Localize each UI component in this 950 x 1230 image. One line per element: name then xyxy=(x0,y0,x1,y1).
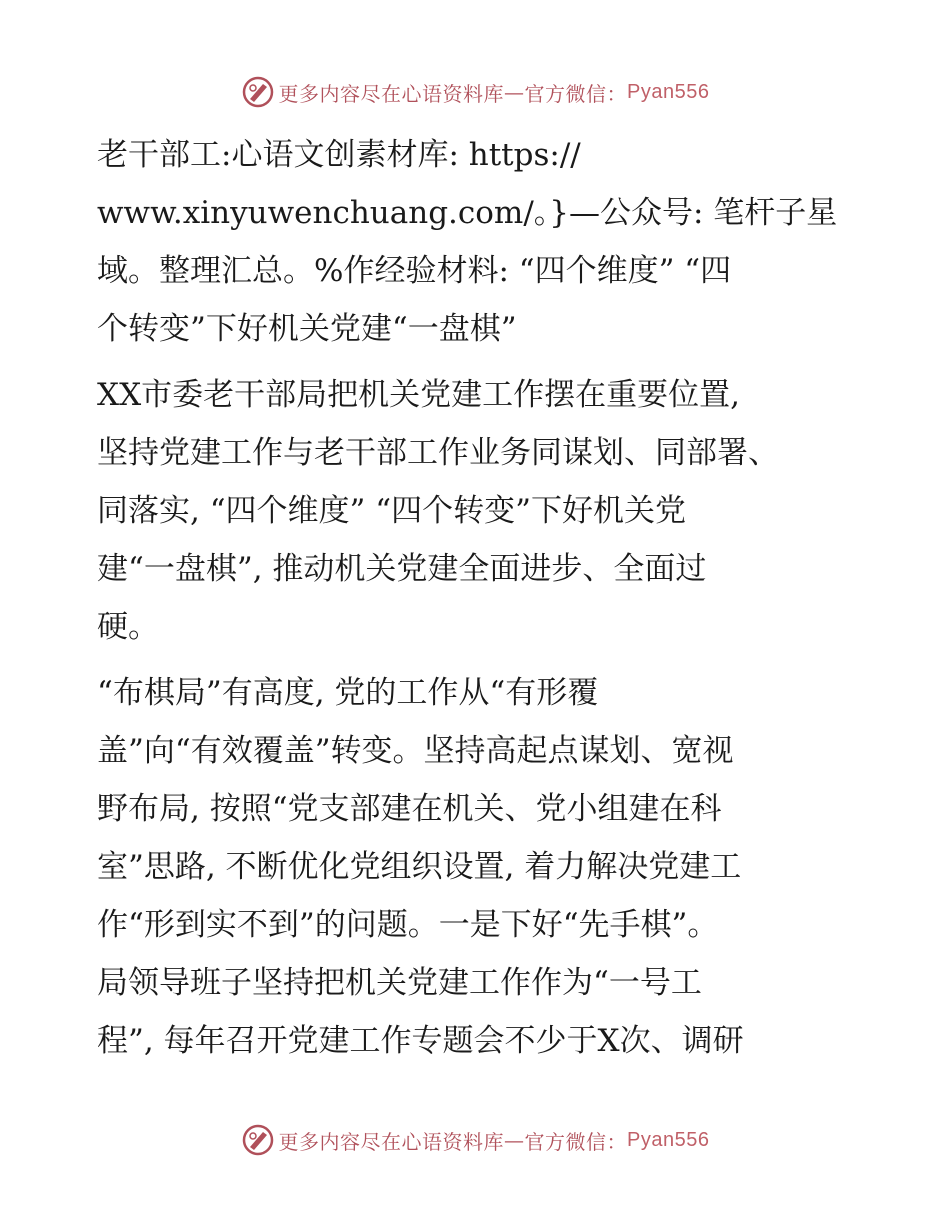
banner-text: 更多内容尽在心语资料库 xyxy=(278,81,505,106)
text-line: 局领导班子坚持把机关党建工作作为“一号工 xyxy=(97,965,702,1001)
banner-wechat-label: 官方微信： xyxy=(524,1129,628,1154)
header-watermark-banner xyxy=(0,72,950,112)
text-line: 域。整理汇总。%作经验材料: “四个维度” “四 xyxy=(97,253,732,289)
text-line: 同落实, “四个维度” “四个转变”下好机关党 xyxy=(97,493,686,529)
banner-wechat-id: Pyan556 xyxy=(627,1128,710,1151)
document-body xyxy=(97,126,857,1078)
banner-wechat-label: 官方微信： xyxy=(524,81,628,106)
brand-logo-icon xyxy=(241,75,275,109)
paragraph-1 xyxy=(97,126,857,358)
text-line: 老干部工:心语文创素材库: https:// xyxy=(97,137,581,173)
text-line: 盖”向“有效覆盖”转变。坚持高起点谋划、宽视 xyxy=(97,733,734,769)
banner-text: 更多内容尽在心语资料库 xyxy=(278,1129,505,1154)
banner-separator: — xyxy=(504,1128,525,1152)
text-line: 个转变”下好机关党建“一盘棋” xyxy=(97,311,517,347)
banner-wechat-id: Pyan556 xyxy=(627,80,710,103)
text-line: 硬。 xyxy=(97,609,159,645)
text-line: 室”思路, 不断优化党组织设置, 着力解决党建工 xyxy=(97,849,742,885)
text-line: www.xinyuwenchuang.com/。}—公众号: 笔杆子星 xyxy=(97,195,838,231)
text-line: XX市委老干部局把机关党建工作摆在重要位置, xyxy=(97,377,740,413)
text-line: 建“一盘棋”, 推动机关党建全面进步、全面过 xyxy=(97,551,707,587)
text-line: 野布局, 按照“党支部建在机关、党小组建在科 xyxy=(97,791,722,827)
text-line: 坚持党建工作与老干部工作业务同谋划、同部署、 xyxy=(97,435,779,471)
banner-separator: — xyxy=(504,80,525,104)
text-line: “布棋局”有高度, 党的工作从“有形覆 xyxy=(97,675,599,711)
footer-watermark-banner xyxy=(0,1120,950,1160)
brand-logo-icon xyxy=(241,1123,275,1157)
paragraph-2 xyxy=(97,366,857,656)
text-line: 作“形到实不到”的问题。一是下好“先手棋”。 xyxy=(97,907,719,943)
text-line: 程”, 每年召开党建工作专题会不少于X次、调研 xyxy=(97,1023,744,1059)
paragraph-3 xyxy=(97,664,857,1070)
